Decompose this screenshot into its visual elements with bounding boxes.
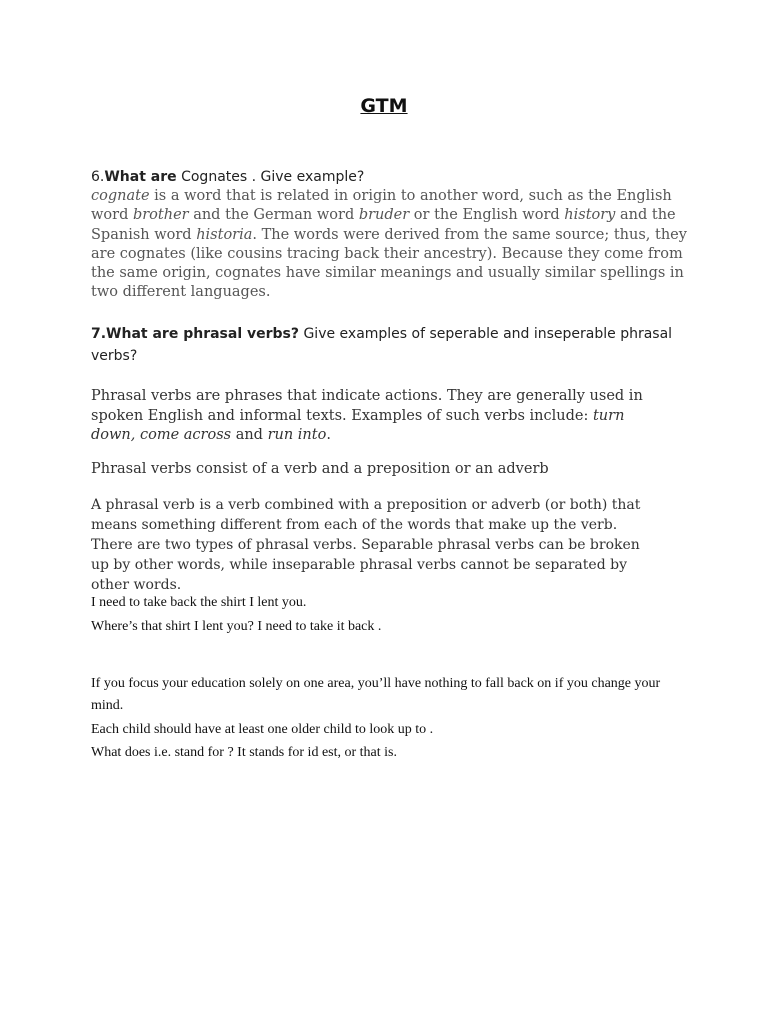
cognate-text-4: and the Spanish word [91, 207, 676, 243]
phrasal-example-1: turn down, come across [91, 407, 625, 443]
question-6-bold: What are [104, 169, 177, 185]
example-sentence-2: Where’s that shirt I lent you? I need to take it back . [91, 619, 382, 634]
phrasal-intro-text-1: Phrasal verbs are phrases that indicate actions. They are generally used in spoken English and informal texts. Examples of such verbs include: [91, 388, 643, 424]
question-7 [91, 323, 691, 367]
question-6-rest: Cognates . Give example? [176, 169, 365, 185]
cognate-text-3: or the English word [409, 207, 565, 224]
cognate-term: cognate [91, 188, 150, 204]
question-7-rest: Give examples of seperable and inseperable phrasal verbs? [91, 326, 673, 364]
phrasal-intro-text-2: and [231, 427, 268, 443]
phrasal-intro-paragraph [91, 387, 671, 446]
cognate-paragraph [91, 187, 691, 303]
cognate-text-1: is a word that is related in origin to another word, such as the English word [91, 188, 672, 224]
question-6 [91, 166, 691, 188]
cognate-example-bruder: bruder [358, 207, 410, 224]
phrasal-consist-paragraph: Phrasal verbs consist of a verb and a preposition or an adverb [91, 461, 549, 477]
question-7-bold: 7.What are phrasal verbs? [91, 326, 299, 342]
question-6-number: 6. [91, 169, 105, 185]
cognate-example-history: history [564, 207, 616, 224]
cognate-text-5: . The words were derived from the same source; thus, they are cognates (like cousins tracing back their ancestry). Because they come from the same origin, cognates have similar meanings and usually similar spellings in two different languages. [91, 226, 687, 301]
example-sentence-5: What does i.e. stand for ? It stands for id est, or that is. [91, 745, 397, 760]
phrasal-definition-paragraph: A phrasal verb is a verb combined with a preposition or adverb (or both) that means something different from each of the words that make up the verb. There are two types of phrasal verbs. Separable phrasal verbs can be broken up by other words, while inseparable phrasal verbs cannot be separated by other words. [91, 497, 641, 593]
cognate-example-historia: historia [196, 226, 253, 243]
phrasal-intro-text-3: . [326, 427, 331, 443]
example-sentence-3: If you focus your education solely on one area, you’ll have nothing to fall back on if you change your mind. [91, 676, 661, 713]
cognate-example-brother: brother [132, 207, 189, 224]
example-sentence-4: Each child should have at least one older child to look up to . [91, 722, 434, 737]
phrasal-example-2: run into [267, 427, 327, 443]
page-title: GTM [360, 95, 408, 117]
example-sentence-1: I need to take back the shirt I lent you. [91, 595, 307, 610]
cognate-text-2: and the German word [188, 207, 359, 224]
